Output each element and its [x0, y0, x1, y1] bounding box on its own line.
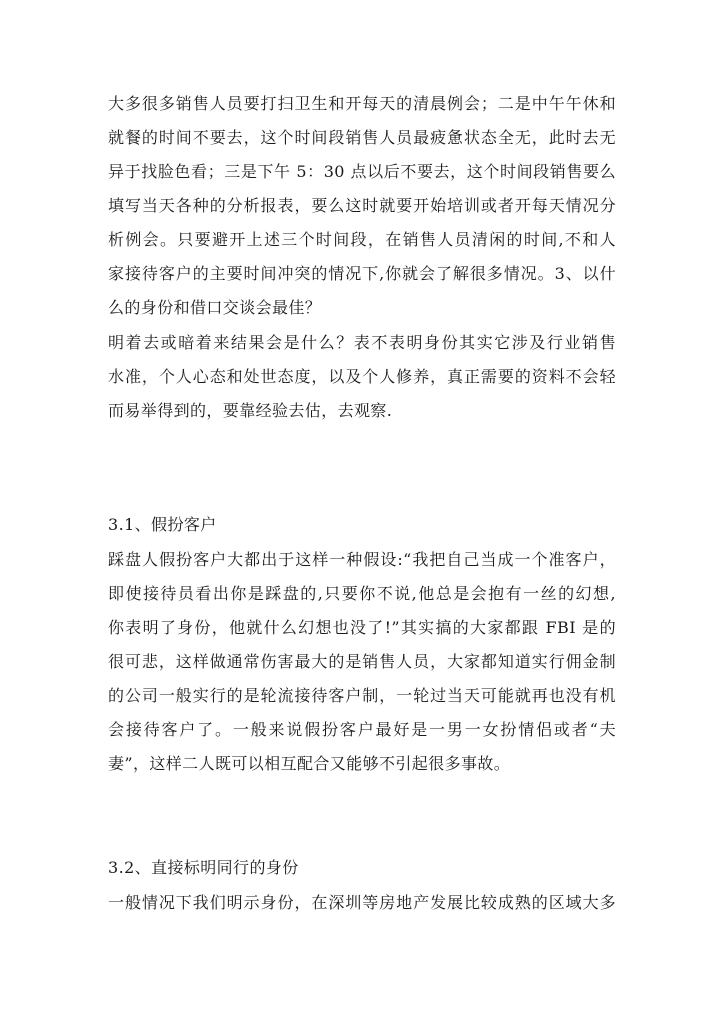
text-line: 析例会。只要避开上述三个时间段，在销售人员清闲的时间,不和人: [108, 230, 616, 249]
text-line: 而易举得到的，要靠经验去估，去观察.: [108, 401, 393, 420]
paragraph-pose-as-customer: [108, 543, 616, 781]
text-line: 水准，个人心态和处世态度，以及个人修养，真正需要的资料不会轻: [108, 367, 616, 386]
text-line: 踩盘人假扮客户大都出于这样一种假设:“我把自己当成一个准客户，: [108, 550, 616, 569]
text-line: 你表明了身份，他就什么幻想也没了!”其实搞的大家都跟 FBI 是的: [108, 618, 616, 637]
text-line: 家接待客户的主要时间冲突的情况下,你就会了解很多情况。3、以什: [108, 264, 616, 283]
text-line: 大多很多销售人员要打扫卫生和开每天的清晨例会；二是中午午休和: [108, 94, 616, 113]
text-line: 妻”，这样二人既可以相互配合又能够不引起很多事故。: [108, 754, 511, 773]
text-line: 即使接待员看出你是踩盘的,只要你不说,他总是会抱有一丝的幻想,: [108, 584, 616, 603]
text-line: 填写当天各种的分析报表，要么这时就要开始培训或者开每天情况分: [108, 196, 616, 215]
paragraph-declare-identity: [108, 886, 616, 920]
text-line: 很可悲，这样做通常伤害最大的是销售人员，大家都知道实行佣金制: [108, 652, 616, 671]
text-line: 异于找脸色看；三是下午 5：30 点以后不要去，这个时间段销售要么: [108, 162, 616, 181]
text-line: 么的身份和借口交谈会最佳？: [108, 298, 322, 317]
text-line: 的公司一般实行的是轮流接待客户制，一轮过当天可能就再也没有机: [108, 686, 616, 705]
text-line: 明着去或暗着来结果会是什么？表不表明身份其实它涉及行业销售: [108, 333, 616, 352]
paragraph-visit-timing: [108, 87, 616, 325]
paragraph-open-or-covert: [108, 326, 616, 428]
text-line: 一般情况下我们明示身份，在深圳等房地产发展比较成熟的区域大多: [108, 893, 616, 912]
section-heading-3-1: 3.1、假扮客户: [108, 515, 217, 534]
text-line: 会接待客户了。一般来说假扮客户最好是一男一女扮情侣或者“夫: [108, 720, 616, 739]
section-heading-3-2: 3.2、直接标明同行的身份: [108, 858, 299, 877]
text-line: 就餐的时间不要去，这个时间段销售人员最疲惫状态全无，此时去无: [108, 128, 616, 147]
